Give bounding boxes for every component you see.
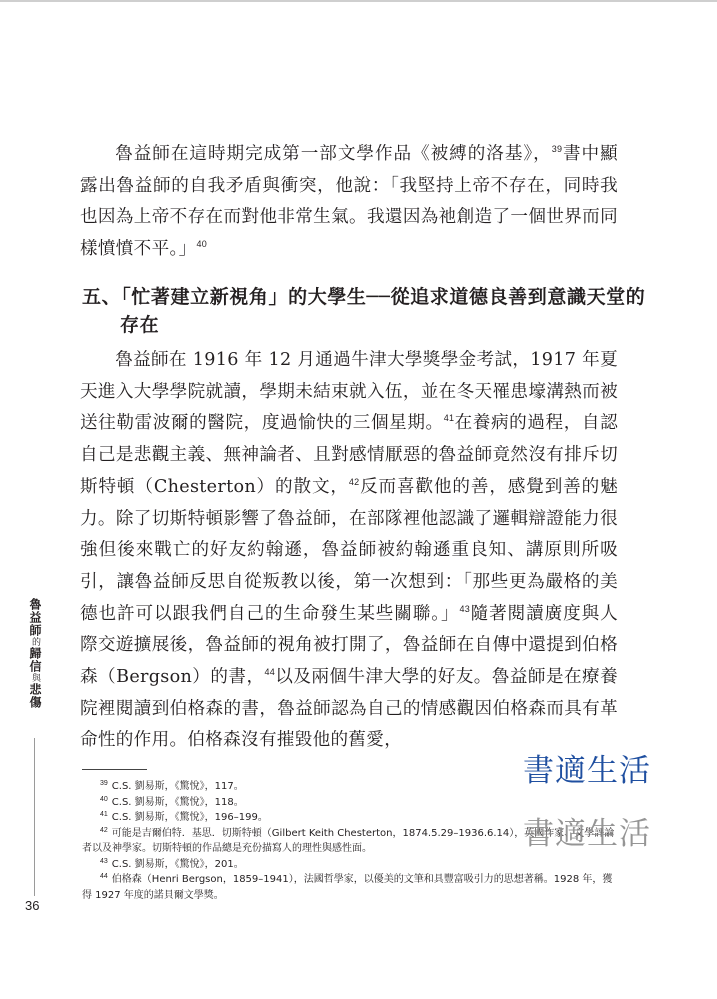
footnote-ref-43: 43 [459,603,471,614]
paragraph-2-text-d: 隨著閱讀廣度與人際交遊擴展後，魯益師的視角被打開了，魯益師在自傳中還提到伯格森（Bergson）的書， [80,603,618,688]
page-number: 36 [25,898,40,913]
paragraph-2-text-b: 在養病的過程，自認自己是悲觀主義、無神論者、且對感情厭惡的魯益師竟然沒有排斥切斯特頓（Chesterton）的散文， [80,413,618,497]
footnote-ref-39: 39 [551,144,563,154]
footnote-number: 39 [100,780,108,787]
footnote-text: 可能是吉爾伯特．基思．切斯特頓（Gilbert Keith Chesterton，1874.5.29–1936.6.14），英國作家、文學評論者以及神學家。切斯特頓的作品總是充份描寫人的理性與感性面。 [82,827,615,854]
side-title-part-4: 與 [30,673,40,683]
paragraph-1-text-a: 魯益師在這時期完成第一部文學作品《被縛的洛基》， [115,144,552,164]
top-rule [0,0,717,2]
paragraph-2-text-c: 反而喜歡他的善，感覺到善的魅力。除了切斯特頓影響了魯益師，在部隊裡他認識了邏輯辯證能力很強但後來戰亡的好友約翰遜，魯益師被約翰遜重良知、講原則所吸引，讓魯益師反思自從叛教以後，第一次想到：「那些更為嚴格的美德也許可以跟我們自己的生命發生某些關聯。」 [80,476,618,624]
footnote-number: 40 [100,795,108,803]
section-heading: 五、「忙著建立新視角」的大學生──從追求道德良善到意識天堂的存在 [82,286,646,336]
footnote-text: 伯格森（Henri Bergson，1859–1941），法國哲學家，以優美的文筆和具豐富吸引力的思想著稱。1928 年，獲得 1927 年度的諾貝爾文學獎。 [82,874,613,901]
footnote-number: 44 [100,873,108,880]
footnote-ref-42: 42 [348,476,360,487]
footnote-ref-40: 40 [196,239,208,250]
footnote-separator [82,769,147,770]
footnote-number: 42 [100,826,108,834]
paragraph-1-text-b: 書中顯露出魯益師的自我矛盾與衝突，他說：「我堅持上帝不存在，同時我也因為上帝不存在而對他非常生氣。我還因為祂創造了一個世界而同樣憤憤不平。」 [80,144,618,260]
paragraph-2-text-a: 魯益師在 1916 年 12 月通過牛津大學獎學金考試，1917 年夏天進入大學學院就讀，學期未結束就入伍，並在冬天罹患壕溝熱而被送往勒雷波爾的醫院，度過愉快的三個星期。 [80,350,618,434]
footnote-text: C.S. 劉易斯，《驚悅》，201。 [111,858,244,870]
paragraph-2-text-e: 以及兩個牛津大學的好友。魯益師是在療養院裡閱讀到伯格森的書，魯益師認為自己的情感觀因伯格森而具有革命性的作用。伯格森沒有摧毀他的舊愛， [80,667,618,751]
paragraph-2 [80,345,618,757]
footnote-text: C.S. 劉易斯，《驚悅》，118。 [111,796,244,808]
side-title-part-3: 歸信 [28,647,42,673]
side-rule [34,738,35,896]
footnote-ref-44: 44 [264,667,276,678]
side-title-part-5: 悲傷 [28,683,42,709]
side-title-part-1: 魯益師 [28,598,42,637]
side-title-part-2: 的 [30,637,40,647]
watermark-primary: 書適生活 [523,753,651,789]
footnote-44 [82,872,618,903]
footnote-ref-41: 41 [443,413,455,424]
footnote-number: 41 [100,811,108,818]
running-book-title [27,598,44,709]
footnote-number: 43 [100,857,108,865]
watermark-secondary: 書適生活 [523,816,651,852]
footnote-text: C.S. 劉易斯，《驚悅》，196–199。 [111,812,268,823]
footnote-text: C.S. 劉易斯，《驚悅》，117。 [111,781,244,792]
footnote-43 [82,857,618,873]
paragraph-1 [80,139,618,266]
